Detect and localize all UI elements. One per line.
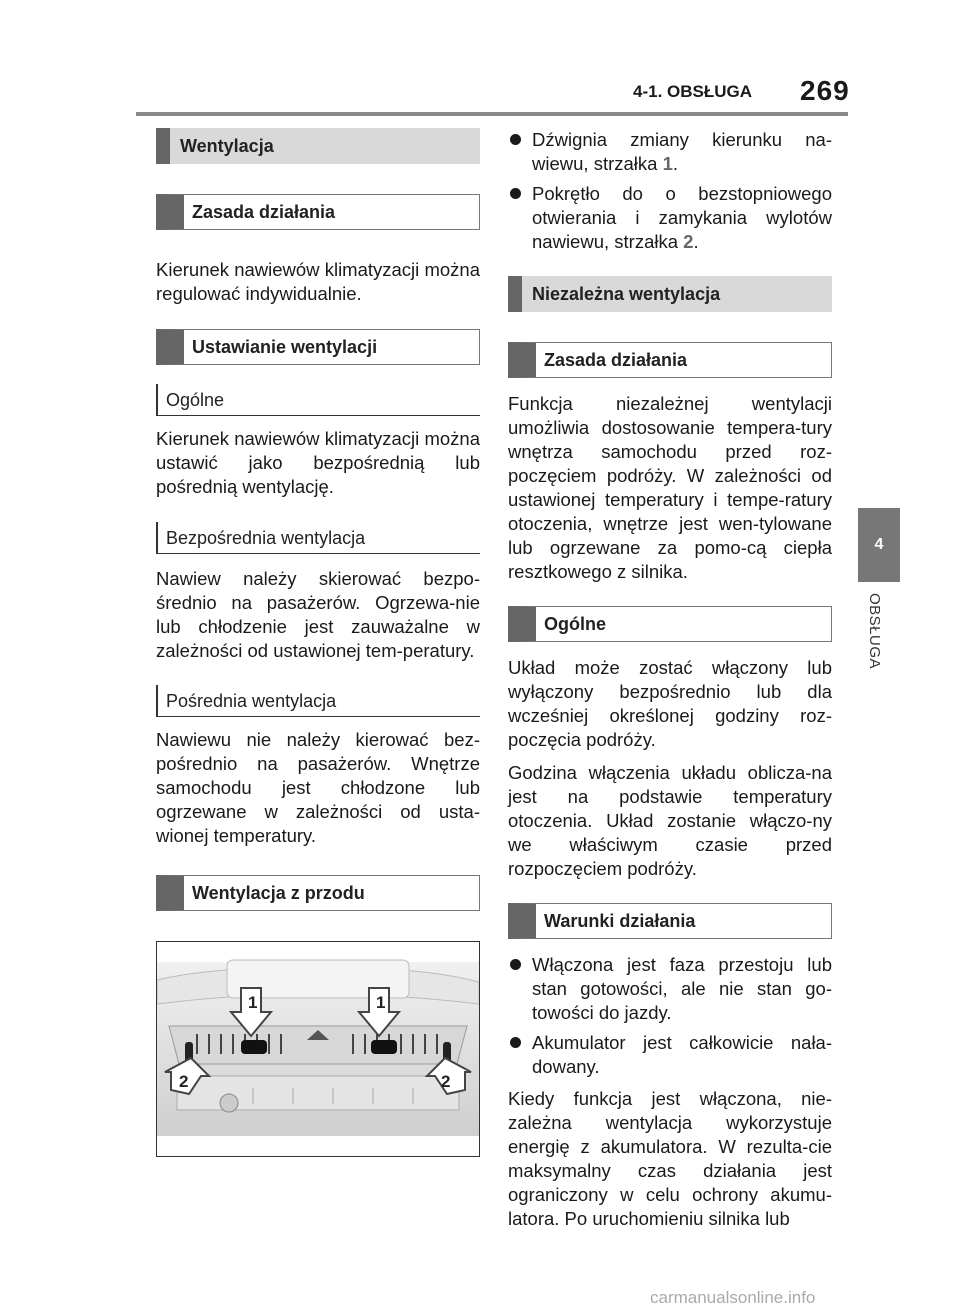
bullet-dot <box>510 959 521 970</box>
watermark: carmanualsonline.info <box>650 1288 816 1307</box>
arrow-1-left-label: 1 <box>248 993 258 1012</box>
heading-wentylacja-z-przodu: Wentylacja z przodu <box>156 875 480 911</box>
chapter-tab-number: 4 <box>874 536 884 553</box>
paragraph-kiedy: Kiedy funkcja jest włączona, nie-zależna wentylacja wykorzystuje energię z akumulatora. W rezulta-cie maksymalny czas działania jest ograniczony w celu ochrony akumu-latora. Po uruchomieniu silnika lub <box>508 1088 832 1229</box>
dashboard-illustration <box>157 942 479 1156</box>
heading-zasada-dzialania: Zasada działania <box>156 194 480 230</box>
dashboard-vents-figure <box>156 941 480 1157</box>
paragraph-uklad: Układ może zostać włączony lub wyłączony bezpośrednio lub dla wcześniej określonej godziny roz-poczęcia podróży. <box>508 657 832 750</box>
subheading-bezposrednia: Bezpośrednia wentylacja <box>156 522 480 554</box>
heading-ogolne: Ogólne <box>508 606 832 642</box>
paragraph-funkcja: Funkcja niezależnej wentylacji umożliwia dostosowanie tempera-tury wnętrza samochodu przed roz-poczęciem podróży. W zależności od ustawionej temperatury i tempe-ratury otoczenia, wnętrze jest wen-tylowane lub ogrzewane za pomo-cą ciepła resztkowego z silnika. <box>508 393 832 582</box>
chapter-side-label-text: OBSŁUGA <box>866 593 883 670</box>
arrow-1-right-label: 1 <box>376 993 386 1012</box>
paragraph-godzina: Godzina włączenia układu oblicza-na jest na podstawie temperatury otoczenia. Układ zostanie włączo-ny we właściwym czasie przed rozpoczęciem podróży. <box>508 762 832 879</box>
arrow-ref-1: 1 <box>662 153 673 174</box>
paragraph-ogolne: Kierunek nawiewów klimatyzacji można ustawić jako bezpośrednią lub pośrednią wentylację. <box>156 428 480 497</box>
page-number: 269 <box>800 75 850 106</box>
bullet-akumulator <box>508 1031 832 1079</box>
subheading-ogolne: Ogólne <box>156 384 480 416</box>
bullet-pokretlo <box>508 182 832 254</box>
bullet-dzwignia-text: Dźwignia zmiany kierunku na-wiewu, strzałka <box>532 129 832 174</box>
heading-wentylacja: Wentylacja <box>156 128 480 164</box>
bullet-dot <box>510 134 521 145</box>
heading-ustawianie-wentylacji: Ustawianie wentylacji <box>156 329 480 365</box>
bullet-dzwignia <box>508 128 832 176</box>
paragraph-bezposrednia: Nawiew należy skierować bezpo-średnio na pasażerów. Ogrzewa-nie lub chłodzenie jest zauważalne w zależności od ustawionej tem-peratury. <box>156 568 480 661</box>
heading-niezalezna-wentylacja: Niezależna wentylacja <box>508 276 832 312</box>
bullet-faza-przestoju <box>508 953 832 1025</box>
bullet-pokretlo-end: . <box>693 231 699 252</box>
left-direction-lever <box>241 1040 267 1054</box>
heading-warunki-dzialania: Warunki działania <box>508 903 832 939</box>
chapter-side-label <box>866 593 888 683</box>
arrow-2-left-label: 2 <box>179 1072 189 1091</box>
right-direction-lever <box>371 1040 397 1054</box>
bullet-dot <box>510 188 521 199</box>
arrow-ref-2: 2 <box>683 231 694 252</box>
left-column <box>156 128 480 911</box>
section-title: 4-1. OBSŁUGA <box>633 82 753 101</box>
paragraph-posrednia: Nawiewu nie należy kierować bez-pośrednio na pasażerów. Wnętrze samochodu jest chłodzone lub ogrzewane w zależności od usta-wionej temperatury. <box>156 729 480 846</box>
bullet-pokretlo-text: Pokrętło do o bezstopniowego otwierania i zamykania wylotów nawiewu, strzałka <box>532 183 832 252</box>
subheading-posrednia: Pośrednia wentylacja <box>156 685 480 717</box>
bullet-dot <box>510 1037 521 1048</box>
paragraph-zasada: Kierunek nawiewów klimatyzacji można regulować indywidualnie. <box>156 259 480 304</box>
bullet-dzwignia-end: . <box>672 153 679 174</box>
heading-zasada-dzialania-2: Zasada działania <box>508 342 832 378</box>
chapter-tab[interactable] <box>858 508 900 582</box>
right-column <box>508 128 832 1231</box>
arrow-2-right-label: 2 <box>441 1072 451 1091</box>
bullet-faza-przestoju-text: Włączona jest faza przestoju lub stan gotowości, ale nie stan go-towości do jazdy. <box>532 954 832 1023</box>
bullet-akumulator-text: Akumulator jest całkowicie nała-dowany. <box>532 1032 832 1077</box>
header-rule <box>136 112 848 116</box>
